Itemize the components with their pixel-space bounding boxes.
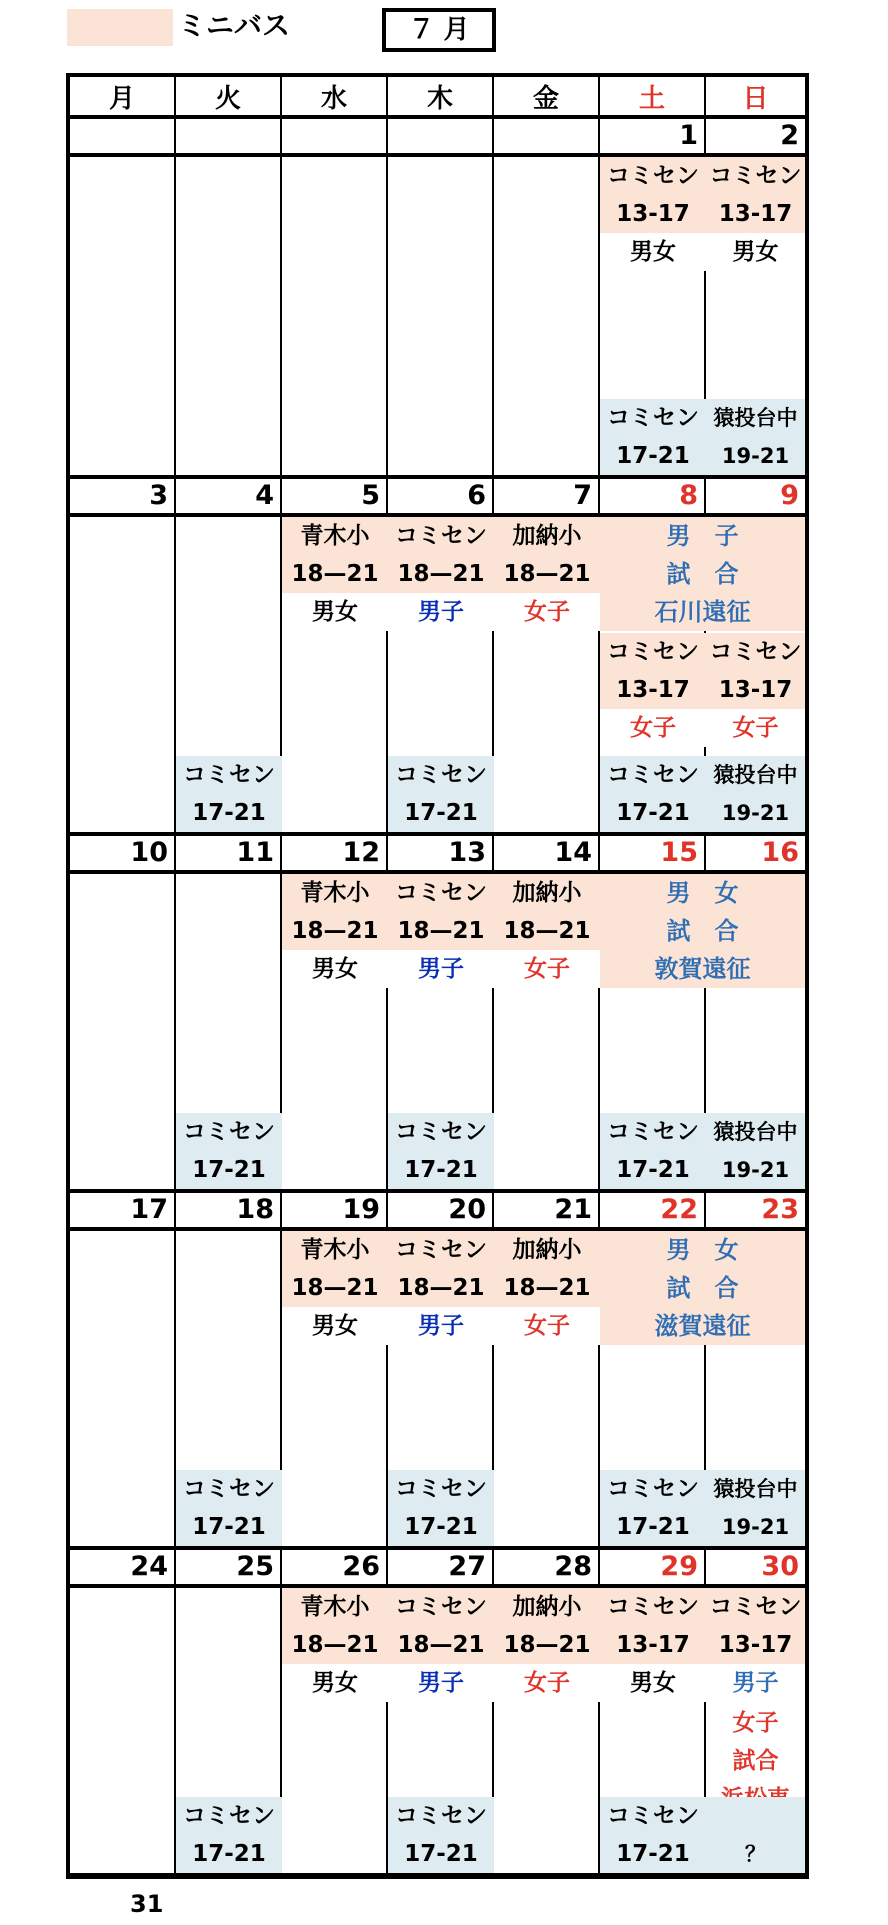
date-w1-6: 9	[706, 477, 805, 515]
date-w4-2: 26	[282, 1548, 388, 1586]
event-w1_sun_bot	[706, 756, 805, 832]
event-line: 男子	[388, 593, 494, 631]
weekday-1: 火	[176, 77, 282, 117]
event-w3_tue_bot	[176, 1470, 282, 1546]
event-w0_sun_bot	[706, 399, 805, 475]
event-line: コミセン	[395, 1594, 487, 1620]
date-w0-0	[70, 117, 176, 155]
date-w0-1	[176, 117, 282, 155]
event-line: コミセン	[395, 1476, 487, 1502]
event-line: コミセン	[607, 1803, 699, 1829]
event-line: 17-21	[192, 1841, 266, 1867]
extra-date-31: 31	[130, 1890, 164, 1918]
event-line: 17-21	[192, 1514, 266, 1540]
event-line: 青木小	[300, 1237, 370, 1263]
event-line: 男子	[706, 1664, 805, 1702]
event-w4_fri	[494, 1588, 600, 1702]
event-w1_sat_bot	[600, 756, 706, 832]
day-body-w0-3	[388, 155, 494, 477]
day-body-w0-1	[176, 155, 282, 477]
event-w4_sun_bot	[706, 1797, 805, 1873]
event-line: 猿投台中	[713, 763, 798, 787]
date-w1-1: 4	[176, 477, 282, 515]
date-w0-6: 2	[706, 117, 805, 155]
event-line: コミセン	[607, 163, 699, 189]
event-w4_tue_bot	[176, 1797, 282, 1873]
event-line: 18—21	[291, 1632, 379, 1658]
event-line: コミセン	[709, 163, 802, 189]
date-w2-2: 12	[282, 834, 388, 872]
event-line: 男 女	[666, 879, 739, 907]
event-line: コミセン	[183, 1119, 275, 1145]
event-line: 女子	[494, 593, 600, 631]
event-line: 17-21	[616, 1514, 690, 1540]
event-line: 17-21	[404, 1514, 478, 1540]
event-w2_sun_bot	[706, 1113, 805, 1189]
event-line: 女子	[600, 709, 706, 747]
event-line: 猿投台中	[713, 1120, 798, 1144]
event-line: 男 子	[666, 522, 739, 550]
event-w3_weekend	[600, 1231, 805, 1345]
event-w4_sat	[600, 1588, 706, 1702]
event-w4_sat_bot	[600, 1797, 706, 1873]
event-line: コミセン	[395, 523, 487, 549]
event-line: 19-21	[721, 444, 790, 468]
day-body-w0-2	[282, 155, 388, 477]
event-w4_wed	[282, 1588, 388, 1702]
week-sep-3	[70, 1546, 805, 1550]
event-w2_thu_bot	[388, 1113, 494, 1189]
date-w3-6: 23	[706, 1191, 805, 1229]
event-line: 17-21	[404, 1157, 478, 1183]
event-line: コミセン	[395, 1119, 487, 1145]
event-w0_sat_top	[600, 157, 706, 271]
date-w1-4: 7	[494, 477, 600, 515]
event-line: コミセン	[607, 1594, 699, 1620]
event-line: ？	[745, 1842, 766, 1866]
date-w0-4	[494, 117, 600, 155]
event-line: 13-17	[616, 201, 690, 227]
event-line: 女子	[494, 1664, 600, 1702]
event-w3_sun_bot	[706, 1470, 805, 1546]
event-line: 19-21	[721, 801, 790, 825]
date-w2-1: 11	[176, 834, 282, 872]
event-line: 女子	[732, 1710, 779, 1736]
week-sep-2	[70, 1189, 805, 1193]
event-line: 男 女	[666, 1236, 739, 1264]
day-body-w3-0	[70, 1229, 176, 1548]
date-w2-5: 15	[600, 834, 706, 872]
event-line: コミセン	[607, 1476, 699, 1502]
event-line: 加納小	[512, 1237, 582, 1263]
event-w2_sat_bot	[600, 1113, 706, 1189]
event-line: 18—21	[503, 1275, 591, 1301]
date-w4-6: 30	[706, 1548, 805, 1586]
event-line: 男女	[282, 593, 388, 631]
event-w2_fri	[494, 874, 600, 988]
event-w2_tue_bot	[176, 1113, 282, 1189]
date-w4-5: 29	[600, 1548, 706, 1586]
event-line: 13-17	[718, 201, 793, 227]
event-w3_sat_bot	[600, 1470, 706, 1546]
event-line: 13-17	[616, 1632, 690, 1658]
date-w3-0: 17	[70, 1191, 176, 1229]
event-w3_thu_bot	[388, 1470, 494, 1546]
weekday-5: 土	[600, 77, 706, 117]
event-w1_wed	[282, 517, 388, 631]
event-line: 男女	[282, 1307, 388, 1345]
event-w0_sun_top	[706, 157, 805, 271]
day-body-w1-0	[70, 515, 176, 834]
week-sep-1	[70, 832, 805, 836]
event-line: コミセン	[709, 639, 802, 665]
event-line: コミセン	[395, 1237, 487, 1263]
date-w1-3: 6	[388, 477, 494, 515]
event-line: 18—21	[503, 561, 591, 587]
event-line: 17-21	[616, 443, 690, 469]
event-line: コミセン	[395, 880, 487, 906]
week-sep-0	[70, 475, 805, 479]
event-line: 17-21	[616, 1841, 690, 1867]
date-w0-5: 1	[600, 117, 706, 155]
event-line: 猿投台中	[713, 406, 798, 430]
event-line: 17-21	[192, 1157, 266, 1183]
event-line: 加納小	[512, 880, 582, 906]
event-line: コミセン	[607, 1119, 699, 1145]
date-w2-3: 13	[388, 834, 494, 872]
event-line: 17-21	[616, 800, 690, 826]
date-w1-2: 5	[282, 477, 388, 515]
event-line: 18—21	[397, 918, 485, 944]
event-line: 17-21	[404, 1841, 478, 1867]
event-line: 男女	[706, 233, 805, 271]
date-w0-3	[388, 117, 494, 155]
event-w1_thu	[388, 517, 494, 631]
legend-label: ミニバス	[178, 9, 291, 42]
event-w1_weekend	[600, 517, 805, 631]
event-line: 13-17	[718, 1632, 793, 1658]
event-w4_thu_bot	[388, 1797, 494, 1873]
event-w1_fri	[494, 517, 600, 631]
event-w4_thu	[388, 1588, 494, 1702]
event-w1_sat_mid	[600, 633, 706, 747]
event-line: 17-21	[616, 1157, 690, 1183]
event-line: コミセン	[607, 639, 699, 665]
date-w1-5: 8	[600, 477, 706, 515]
event-line: 男子	[388, 950, 494, 988]
event-line: 女子	[494, 1307, 600, 1345]
event-w2_weekend	[600, 874, 805, 988]
event-line: 猿投台中	[713, 1477, 798, 1501]
event-line: 18—21	[291, 1275, 379, 1301]
weekday-2: 水	[282, 77, 388, 117]
day-body-w2-0	[70, 872, 176, 1191]
weekday-0: 月	[70, 77, 176, 117]
month-title: ７ 月	[382, 8, 496, 52]
event-line: 男子	[388, 1664, 494, 1702]
event-line: 17-21	[404, 800, 478, 826]
event-line: コミセン	[395, 762, 487, 788]
weekday-4: 金	[494, 77, 600, 117]
date-w3-4: 21	[494, 1191, 600, 1229]
event-line: 18—21	[503, 918, 591, 944]
event-w2_wed	[282, 874, 388, 988]
event-line: コミセン	[607, 405, 699, 431]
event-line: 女子	[494, 950, 600, 988]
event-line: 13-17	[616, 677, 690, 703]
event-line: 18—21	[503, 1632, 591, 1658]
event-w1_tue_bot	[176, 756, 282, 832]
event-line: 男女	[600, 233, 706, 271]
date-w0-2	[282, 117, 388, 155]
calendar-grid	[66, 73, 809, 1879]
date-w2-6: 16	[706, 834, 805, 872]
event-line: 敦賀遠征	[654, 955, 751, 983]
date-w2-0: 10	[70, 834, 176, 872]
event-line: 17-21	[192, 800, 266, 826]
day-body-w0-4	[494, 155, 600, 477]
event-line: 18—21	[291, 561, 379, 587]
legend-swatch	[67, 9, 173, 46]
date-w3-5: 22	[600, 1191, 706, 1229]
event-w3_thu	[388, 1231, 494, 1345]
date-w3-3: 20	[388, 1191, 494, 1229]
event-line: 試 合	[666, 560, 739, 588]
event-line: コミセン	[709, 1594, 802, 1620]
event-line: コミセン	[183, 1803, 275, 1829]
event-line: コミセン	[607, 762, 699, 788]
day-body-w0-0	[70, 155, 176, 477]
day-body-w4-0	[70, 1586, 176, 1875]
event-line: 青木小	[300, 523, 370, 549]
event-line: 男子	[388, 1307, 494, 1345]
event-line: 加納小	[512, 1594, 582, 1620]
event-line: 19-21	[721, 1515, 790, 1539]
event-w4_sun	[706, 1588, 805, 1702]
event-line: 男女	[282, 1664, 388, 1702]
event-w3_fri	[494, 1231, 600, 1345]
event-w2_thu	[388, 874, 494, 988]
event-line: 青木小	[300, 1594, 370, 1620]
date-w4-1: 25	[176, 1548, 282, 1586]
event-line: 18—21	[397, 561, 485, 587]
event-line: コミセン	[395, 1803, 487, 1829]
event-line: コミセン	[183, 1476, 275, 1502]
event-line: コミセン	[183, 762, 275, 788]
event-line: 試合	[732, 1748, 779, 1774]
date-w3-1: 18	[176, 1191, 282, 1229]
event-line: 青木小	[300, 880, 370, 906]
event-line: 加納小	[512, 523, 582, 549]
event-line: 18—21	[291, 918, 379, 944]
date-w4-0: 24	[70, 1548, 176, 1586]
event-line: 滋賀遠征	[654, 1312, 751, 1340]
event-line: 19-21	[721, 1158, 790, 1182]
event-line: 男女	[600, 1664, 706, 1702]
weekday-3: 木	[388, 77, 494, 117]
date-w1-0: 3	[70, 477, 176, 515]
event-w0_sat_bot	[600, 399, 706, 475]
date-w4-3: 27	[388, 1548, 494, 1586]
event-w1_sun_mid	[706, 633, 805, 747]
event-line: 女子	[706, 709, 805, 747]
date-w3-2: 19	[282, 1191, 388, 1229]
event-line: 13-17	[718, 677, 793, 703]
event-line: 石川遠征	[654, 598, 751, 626]
event-line: 18—21	[397, 1632, 485, 1658]
event-line: 試 合	[666, 917, 739, 945]
event-w3_wed	[282, 1231, 388, 1345]
weekday-6: 日	[706, 77, 805, 117]
event-line: 男女	[282, 950, 388, 988]
event-w1_thu_bot	[388, 756, 494, 832]
event-line: 試 合	[666, 1274, 739, 1302]
event-line: 18—21	[397, 1275, 485, 1301]
date-w4-4: 28	[494, 1548, 600, 1586]
date-w2-4: 14	[494, 834, 600, 872]
